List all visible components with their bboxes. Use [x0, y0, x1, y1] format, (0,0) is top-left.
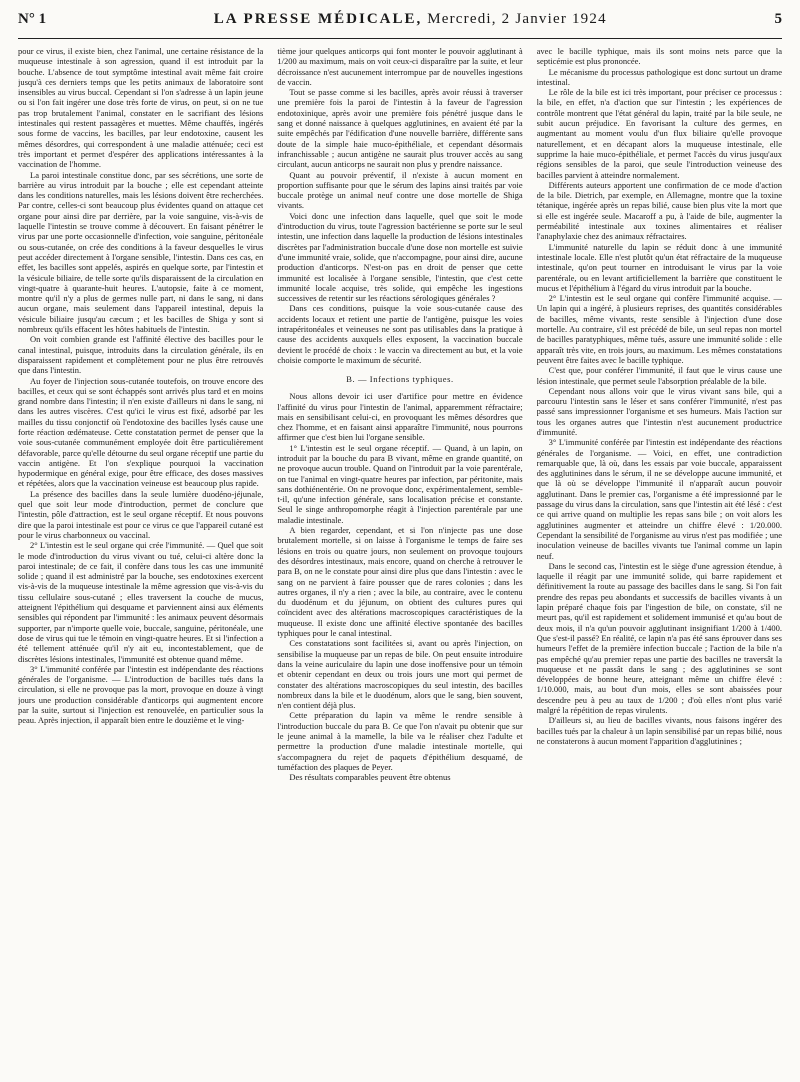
paragraph: On voit combien grande est l'affinité élective des bacilles pour le canal intestinal, puisque, introduits dans la circulation générale, ils en disparaissent rapidement et complètement pour ne plus être retrouvés que dans l'intestin.: [18, 334, 264, 376]
paragraph: La paroi intestinale constitue donc, par ses sécrétions, une sorte de barrière au virus introduit par la bouche ; elle est cependant atteinte dans les conditions naturelles, mais les lésions doivent être recherchées. Par contre, celles-ci sont beaucoup plus évidentes quand on attaque cet organe pour ainsi dire par derrière, par la voie sanguine, vis-à-vis de laquelle l'intestin se trouve comme à découvert. En faisant pénétrer le virus par une porte occasionnelle d'infection, voie sanguine, péritonéale ou sous-cutanée, on crée des conditions à la faveur desquelles le virus peut accéder directement à l'organe sensible, l'intestin. Dans ces cas, en effet, les bacilles sont appelés, aspirés en quelque sorte, par l'intestin et la vésicule biliaire, de telle sorte qu'ils disparaissent de la circulation en vingt-quatre à quarante-huit heures. L'autopsie, faite à ce moment, montre qu'il n'y a plus de germes nulle part, ni dans le sang, ni dans aucun organe, mais seulement dans l'appareil intestinal, depuis la vésicule biliaire jusqu'au cæcum ; et les bacilles de Shiga y sont si nombreux qu'ils effacent les hôtes habituels de l'intestin.: [18, 169, 264, 335]
paragraph: Dans le second cas, l'intestin est le siège d'une agression étendue, à laquelle il réagit par une immunité solide, qui barre rapidement et définitivement la route au passage des bacilles dans le sang. Si l'on fait prendre des repas peu abondants et successifs de bacilles vivants à un lapin préparé chaque fois par l'ingestion de bile, on constate, s'il ne meurt pas, qu'il est rapidement et solidement immunisé et qu'au bout de deux mois, il n'a qu'un pouvoir agglutinant insignifiant 1/200 à 1/400. Que s'est-il passé? En réalité, ce lapin n'a pas été sans éprouver dans ses humeurs l'effet de la première infection buccale ; l'action de la bile n'a pas empêché qu'au premier repas une partie des bacilles ne traversât la muqueuse et ne passât dans le sang ; des agglutinines se sont développées de bonne heure, atteignant même un chiffre élevé : 1/10.000, mais, au bout d'un mois, elles se sont abaissées pour descendre peu à peu au taux de 1/200 ; d'où elles n'ont plus varié malgré la répétition de repas virulents.: [536, 560, 782, 715]
paragraph: Cette préparation du lapin va même le rendre sensible à l'introduction buccale du para B. Ce que l'on n'avait pu obtenir que sur le jeune animal à la mamelle, la bile va le réaliser chez l'adulte et permettre la production d'une maladie intestinale mortelle, qui s'accompagnera du rejet de paquets d'épithélium desquamé, de tuméfaction des plaques de Peyer.: [277, 710, 523, 772]
paragraph: Au foyer de l'injection sous-cutanée toutefois, on trouve encore des bacilles, et ceux qui se sont échappés sont arrivés plus tard et en moins grand nombre dans l'intestin; il n'en existe d'ailleurs ni dans le sang, ni dans les autres viscères. C'est qu'ici le virus est fixé, adsorbé par les mailles du tissu conjonctif où l'endotoxine des bacilles lysés cause une forte réaction œdémateuse. Cette constatation permet de penser que la voie sous-cutanée communément employée doit être particulièrement défavorable, parce qu'elle détourne du seul organe réceptif une partie du vaccin antigène. Et l'on s'explique pourquoi la vaccination hypodermique en général exige, pour être efficace, des doses massives et répétées, alors que la vaccination veineuse est beaucoup plus rapide.: [18, 375, 264, 489]
paragraph: 1° L'intestin est le seul organe réceptif. — Quand, à un lapin, on introduit par la bouche du para B vivant, même en grande quantité, on ne provoque aucun trouble. Quand on l'introduit par la voie parentérale, on tue l'animal en vingt-quatre heures par infection, par péritonite, mais sans dothiénentérie. On ne provoque donc, expérimentalement, semble-t-il, qu'une infection générale, sans localisation précise et constante. Seul le singe anthropomorphe réagit à l'injection parentérale par une maladie intestinale.: [277, 442, 523, 525]
article-columns: [18, 46, 782, 1076]
paragraph: Quant au pouvoir préventif, il n'existe à aucun moment en proportion suffisante pour que le sérum des lapins ainsi traités par voie buccale protège un animal neuf contre une dose mortelle de Shiga vivants.: [277, 169, 523, 211]
issue-date: Mercredi, 2 Janvier 1924: [427, 10, 607, 27]
column-1: [18, 46, 263, 1076]
paragraph: Le mécanisme du processus pathologique est donc surtout un drame intestinal.: [536, 66, 782, 87]
paragraph: Nous allons devoir ici user d'artifice pour mettre en évidence l'affinité du virus pour l'intestin de l'animal, apparemment réfractaire; mais en sensibilisant celui-ci, en provoquant les mêmes désordres que chez l'homme, et en faisant ainsi apparaître l'immunité, nous pourrons affirmer que c'est bien lui l'organe sensible.: [277, 391, 523, 443]
paragraph: 2° L'intestin est le seul organe qui crée l'immunité. — Quel que soit le mode d'introduction du virus vivant ou tué, celui-ci altère donc la paroi intestinale; de ce fait, il confère dans tous les cas une immunité solide ; quand il est administré par la bouche, ses endotoxines exercent vis-à-vis de la muqueuse intestinale la même agression que vis-à-vis du tissu cellulaire sous-cutané ; elles traversent la couche de mucus, atteignent l'épithélium qui desquame et parviennent ainsi aux éléments sensibles qui répondent par l'immunité : les animaux peuvent désormais supporter, par n'importe quelle voie, buccale, sanguine, péritonéale, une dose de virus qui tue le témoin en vingt-quatre heures. Et si l'infection a été tellement atténuée qu'il n'y ait eu, incontestablement, que de discrètes lésions intestinales, l'immunité est obtenue quand même.: [18, 540, 264, 664]
paragraph: tième jour quelques anticorps qui font monter le pouvoir agglutinant à 1/200 au maximum, mais on voit ceux-ci disparaître par la suite, et leur décroissance n'est aucunement interrompue par de nouvelles ingestions de vaccin.: [277, 46, 523, 87]
paragraph: Tout se passe comme si les bacilles, après avoir réussi à traverser une première fois la paroi de l'intestin à la faveur de l'agression endotoxinique, après avoir une première fois pénétré jusque dans le sang et donné naissance à quelques agglutinines, en avaient été par la suite empêchés par l'édification d'une nouvelle barrière, différente sans doute de la simple haie muco-épithéliale, et cependant désormais infranchissable ; aucun antigène ne saurait plus trouver accès au sang circulant, aucun anticorps ne saurait non plus y prendre naissance.: [277, 87, 523, 170]
paragraph: pour ce virus, il existe bien, chez l'animal, une certaine résistance de la muqueuse intestinale à son agression, quand il est introduit par la bouche. L'absence de tout symptôme intestinal avait même fait croire jusqu'à ces derniers temps que les petits animaux de laboratoire sont insensibles au virus buccal. Cependant si l'on s'adresse à un lapin jeune ou si l'on fait ingérer une dose très forte de virus, on peut, si on ne tue pas trop brutalement l'animal, constater en le sacrifiant des lésions intestinales qui restent passagères et muettes. Même chauffés, ingérés sous forme de vaccins, les bacilles, par leur endotoxine, causent les mêmes désordres, qui correspondent à une maladie atténuée; ceci est très important et permet d'espérer des applications intéressantes à la vaccination de l'homme.: [18, 46, 264, 170]
paragraph: D'ailleurs si, au lieu de bacilles vivants, nous faisons ingérer des bacilles tués par la chaleur à un lapin sensibilisé par un repas bilié, nous ne constaterons à aucun moment l'apparition d'agglutinines ;: [536, 715, 782, 746]
paragraph: Des résultats comparables peuvent être obtenus: [289, 772, 451, 783]
paragraph: Le rôle de la bile est ici très important, pour préciser ce processus : la bile, en effet, n'a d'action que sur l'intestin ; les expériences de contrôle montrent que l'état général du lapin, traité par la bile seule, ne subit aucun préjudice. En favorisant la culture des germes, en augmentant au moment voulu d'un flux biliaire qu'elle provoque naturellement, et en décapant alors la muqueuse intestinale, elle supprime la haie muco-épithéliale, et permet l'accès du virus jusqu'aux régions sensibles de la paroi, que seule l'introduction veineuse des bacilles parvient à atteindre normalement.: [536, 87, 782, 180]
paragraph: C'est que, pour conférer l'immunité, il faut que le virus cause une lésion intestinale, que permet seule l'absorption préalable de la bile.: [536, 365, 782, 386]
issue-number: N° 1: [18, 10, 47, 27]
paragraph: Voici donc une infection dans laquelle, quel que soit le mode d'introduction du virus, toute l'agression bactérienne se porte sur le seul intestin, une infection dans laquelle la production de lésions intestinales discrètes par l'administration buccale d'une dose non mortelle est suivie d'une immunité vraie, solide, que n'accompagne, pour ainsi dire, aucune production d'anticorps. N'est-on pas en droit de penser que cette immunité est localisée à l'organe sensible, l'intestin, que c'est cette immunité locale acquise, très solide, qui empêche les ingestions successives de retentir sur les réactions sérologiques générales ?: [277, 210, 523, 304]
paragraph: La présence des bacilles dans la seule lumière duodéno-jéjunale, quel que soit leur mode d'introduction, permet de conclure que l'intestin, pôle d'attraction, est le seul organe réceptif. Et nous pouvons dire que la paroi intestinale est pour ce virus ce que l'appareil cutané est pour le virus charbonneux ou vaccinal.: [18, 488, 264, 540]
page-header: [18, 0, 782, 39]
masthead: [214, 11, 607, 28]
paragraph: L'immunité naturelle du lapin se réduit donc à une immunité intestinale locale. Elle n'est plutôt qu'un état réfractaire de la muqueuse intestinale, qu'on peut tourner en introduisant le virus par la voie parentérale, ou en levant artificiellement la barrière que constituent le mucus et l'épithélium à l'égard du virus introduit par la bouche.: [536, 241, 782, 293]
section-heading: B. — Infections typhiques.: [346, 374, 454, 385]
paragraph: A bien regarder, cependant, et si l'on n'injecte pas une dose brutalement mortelle, si on laisse à l'organisme le temps de faire ses lésions en trois ou quatre jours, non seulement on provoque toujours des désordres intestinaux, mais encore, quand on cherche à retrouver le para B, on ne le constate pour ainsi dire plus que dans l'intestin : avec le sang on ne parvient à faire pousser que de rares colonies ; dans les autres organes, il n'y a rien ; avec la bile, au contraire, avec le contenu du duodénum et du jéjunum, on obtient des cultures pures qui coïncident avec des altérations macroscopiques caractéristiques de la muqueuse. Il existe donc une affinité élective spontanée des bacilles typhiques pour le canal intestinal.: [277, 525, 523, 639]
paragraph: 3° L'immunité conférée par l'intestin est indépendante des réactions générales de l'organisme. — L'introduction de bacilles tués dans la circulation, si elle ne provoque pas la mort, provoque en douze à vingt jours une production considérable d'anticorps qui augmentent encore par la suite, surtout si l'injection est renouvelée, en particulier sous la peau. Après injection, il apparaît bien entre le douzième et le ving-: [18, 663, 264, 726]
paragraph: Cependant nous allons voir que le virus vivant sans bile, qui a parcouru l'intestin sans le léser et sans conférer l'immunité, n'est pas passé sans impressionner l'organisme et ses humeurs. Mais l'action sur tous les organes autres que l'intestin n'est aucunement productrice d'immunité.: [536, 385, 782, 437]
paragraph: 2° L'intestin est le seul organe qui confère l'immunité acquise. — Un lapin qui a ingéré, à plusieurs reprises, des quantités considérables de bacilles, même vivants, reste sensible à l'injection d'une dose mortelle. Au contraire, s'il est précédé de bile, un seul repas non mortel de bacilles paratyphiques, même tués, assure une immunité solide : elle apparaît très vite, en trois jours, au maximum. Les mêmes constatations peuvent être faites avec le bacille typhique.: [536, 293, 782, 365]
journal-title: LA PRESSE MÉDICALE,: [213, 10, 423, 27]
paragraph: Dans ces conditions, puisque la voie sous-cutanée cause des accidents locaux et retient une partie de l'antigène, puisque les voies intrapéritonéales et veineuses ne sont pas utilisables dans la pratique à cause des accidents auxquels elles exposent, la vaccination buccale devient le procédé de choix : le vaccin va directement au but, et la voie choisie comporte le maximum de sécurité.: [277, 303, 523, 365]
page-number: 5: [774, 10, 782, 27]
paragraph: Différents auteurs apportent une confirmation de ce mode d'action de la bile. Dietrich, par exemple, en Allemagne, montre que la toxine tétanique, ingérée après un repas bilié, cause bien plus vite la mort que si elle est ingérée seule. Macaroff a pu, à l'aide de bile, augmenter la perméabilité intestinale aux toxines alimentaires et réaliser l'anaphylaxie chez des animaux réfractaires.: [536, 179, 782, 242]
column-2: [277, 46, 522, 1076]
paragraph: avec le bacille typhique, mais ils sont moins nets parce que la septicémie est plus prononcée.: [536, 46, 782, 67]
column-3: [537, 46, 782, 1076]
paragraph: 3° L'immunité conférée par l'intestin est indépendante des réactions générales de l'organisme. — Voici, en effet, une contradiction remarquable que, là où, dans les essais par voie buccale, apparaissent des agglutinines dans le sérum, il ne se développe aucune immunité, et que là où se développe l'immunité il n'apparaît aucun pouvoir agglutinant. Dans le premier cas, l'organisme a été impressionné par le passage du virus dans la circulation, sans que l'intestin ait été lésé : c'est ce qui arrive quand on multiplie les repas sans bile ; on voit alors les agglutinines augmenter et atteindre un chiffre élevé : 1/20.000. Cependant la sensibilité de l'organisme au virus n'est pas modifiée ; une inoculation veineuse de bacilles vivants tue l'animal comme un lapin neuf.: [536, 437, 782, 561]
paragraph: Ces constatations sont facilitées si, avant ou après l'injection, on sensibilise la muqueuse par un repas de bile. On peut ensuite introduire dans la veine auriculaire du lapin une dose inoffensive pour un témoin et obtenir cependant en deux ou trois jours une mort qui permet de constater des altérations macroscopiques du seul intestin, des bacilles nombreux dans la bile et le duodénum, alors que le sang, bien souvent, n'en contient déjà plus.: [277, 638, 523, 711]
